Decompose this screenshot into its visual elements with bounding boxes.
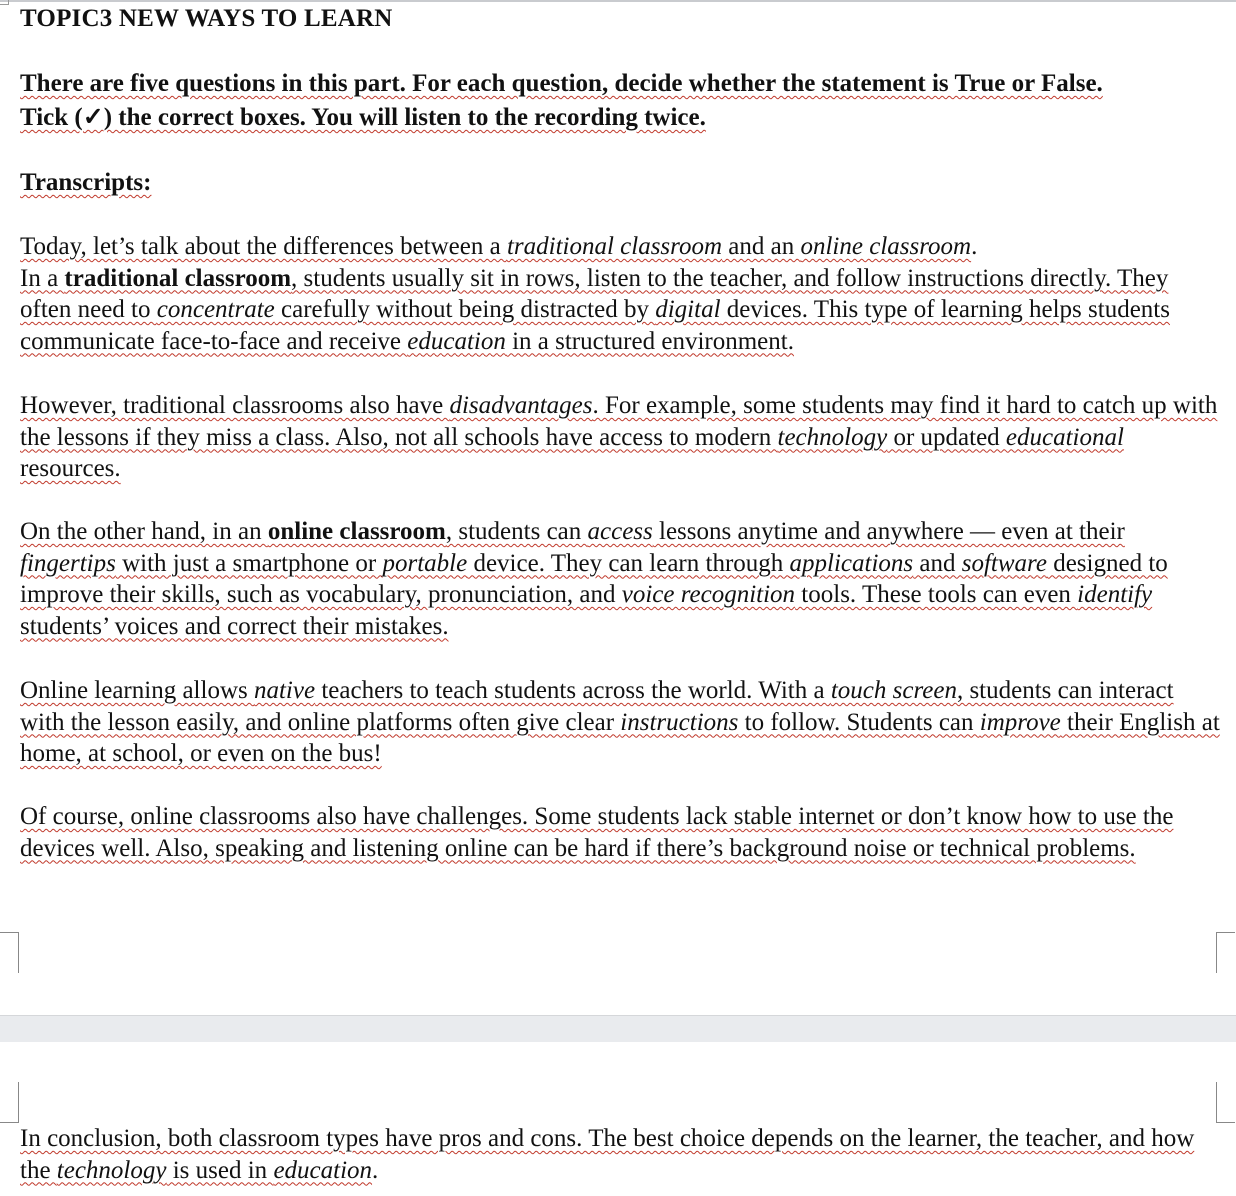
- document-page-2: [0, 1042, 1236, 1196]
- instructions: [20, 67, 1220, 135]
- transcripts-heading: Transcripts:: [20, 169, 152, 196]
- page-corner-mark: [0, 0, 9, 5]
- instructions-line-2: Tick (✓) the correct boxes. You will listen to the recording twice.: [20, 104, 706, 131]
- page-corner-mark-top-left: [0, 1082, 19, 1123]
- page-title: TOPIC3 NEW WAYS TO LEARN: [20, 5, 393, 32]
- page-gap: [0, 1015, 1236, 1043]
- page-top-border: [0, 0, 1236, 2]
- paragraph-conclusion: In conclusion, both classroom types have pros and cons. The best choice depends on the learner, the teacher, and how the technology is used in education.: [20, 1125, 1195, 1184]
- paragraph-online-learning: Online learning allows native teachers to teach students across the world. With a touch screen, students can interact with the lesson easily, and online platforms often give clear instructions to follow. Students can improve their English at home, at school, or even on the bus!: [20, 677, 1220, 767]
- instructions-line-1: There are five questions in this part. For each question, decide whether the statement is True or False.: [20, 70, 1103, 97]
- page-corner-mark-bottom-left: [0, 932, 19, 973]
- paragraph-disadvantages: However, traditional classrooms also have disadvantages. For example, some students may find it hard to catch up with the lessons if they miss a class. Also, not all schools have access to modern technology or updated educational resources.: [20, 392, 1218, 482]
- paragraph-online-classroom: On the other hand, in an online classroom, students can access lessons anytime and anywhere — even at their fingertips with just a smartphone or portable device. They can learn through applications and software designed to improve their skills, such as vocabulary, pronunciation, and voice recognition tools. These tools can even identify students’ voices and correct their mistakes.: [20, 518, 1168, 640]
- page-corner-mark-top-right: [1216, 1082, 1235, 1123]
- paragraph-challenges: Of course, online classrooms also have challenges. Some students lack stable internet or don’t know how to use the devices well. Also, speaking and listening online can be hard if there’s background noise or technical problems.: [20, 803, 1174, 862]
- page-corner-mark-bottom-right: [1216, 932, 1235, 973]
- paragraph-intro: Today, let’s talk about the differences between a traditional classroom and an online classroom. In a traditional classroom, students usually sit in rows, listen to the teacher, and follow instructions directly. They often need to concentrate carefully without being distracted by digital devices. This type of learning helps students communicate face-to-face and receive education in a structured environment.: [20, 233, 1170, 355]
